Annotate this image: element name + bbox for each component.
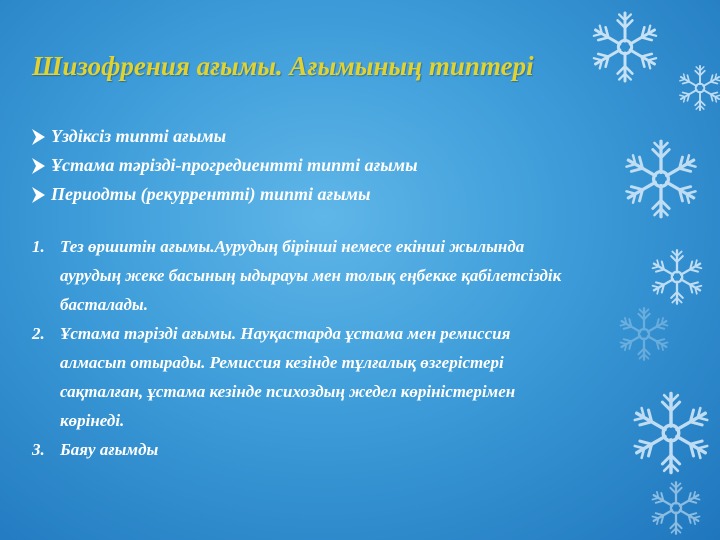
numbered-item [32,232,572,319]
bullet-text: Периодты (рекуррентті) типті ағымы [51,184,371,204]
snowflake-icon [616,306,672,362]
bullet-text: Үздіксіз типті ағымы [51,126,227,146]
item-number: 2. [32,324,45,343]
numbered-list [32,232,572,464]
snowflake-icon [648,480,704,536]
snowflake-icon [628,390,714,476]
snowflake-icon [648,248,706,306]
snowflake-icon [588,10,662,84]
bullet-list [32,122,592,209]
item-number: 3. [32,440,45,459]
numbered-item [32,319,572,435]
slide-title: Шизофрения ағымы. Ағымының типтері [32,51,534,81]
item-number: 1. [32,237,45,256]
item-text: Тез өршитін ағымы.Аурудың бірінші немесе екінші жылында аурудың жеке басының ыдырауы мен толық еңбекке қабілетсіздік басталады. [60,237,562,314]
numbered-item [32,435,572,464]
bullet-text: Ұстама тәрізді-прогредиентті типті ағымы [51,155,418,175]
arrow-bullet-icon [32,158,45,174]
snowflake-icon [620,138,702,220]
item-text: Ұстама тәрізді ағымы. Науқастарда ұстама мен ремиссия алмасып отырады. Ремиссия кезінде тұлғалық өзгерістері сақталған, ұстама кезінде психоздың жедел көріністерімен көрінеді. [60,324,516,430]
item-text: Баяу ағымды [60,440,159,459]
bullet-item [32,180,592,209]
snowflake-icon [676,64,720,112]
arrow-bullet-icon [32,187,45,203]
bullet-item [32,122,592,151]
bullet-item [32,151,592,180]
arrow-bullet-icon [32,129,45,145]
